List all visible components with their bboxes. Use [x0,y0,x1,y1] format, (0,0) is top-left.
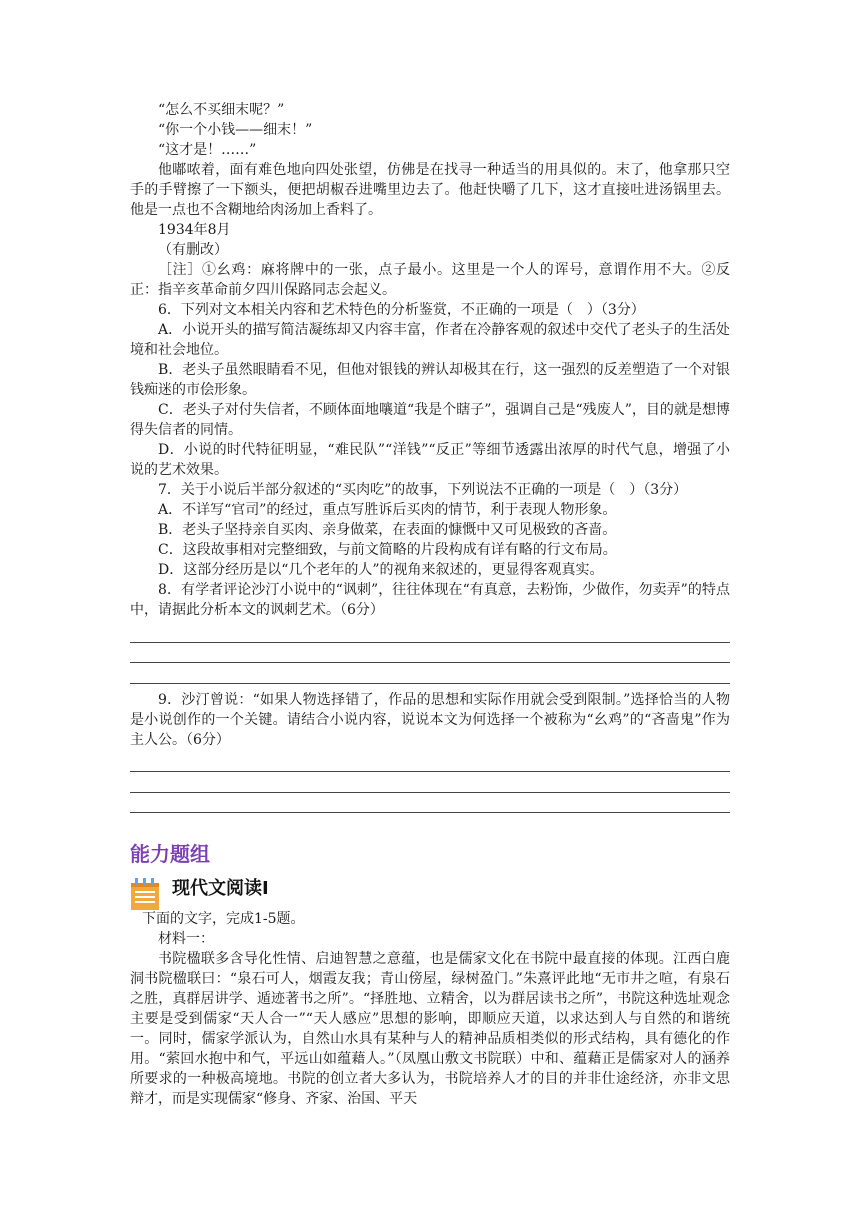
document-body [130,100,730,1109]
instruction: 下面的文字，完成1-5题。 [142,911,305,927]
answer-line[interactable] [130,663,730,684]
option-c: C．这段故事相对完整细致，与前文简略的片段构成有详有略的行文布局。 [158,542,617,558]
question-stem: 9．沙汀曾说：“如果人物选择错了，作品的思想和实际作用就会受到限制。”选择恰当的人物是小说创作的一个关键。请结合小说内容，说说本文为何选择一个被称为“幺鸡”的“吝啬鬼”作为主人公。（6分） [130,691,730,748]
date-line: 1934年8月 [158,222,231,238]
edit-note: （有删改） [158,242,228,258]
passage-tail [130,100,730,300]
question-6 [130,300,730,480]
option-b: B．老头子虽然眼睛看不见，但他对银钱的辨认却极其在行，这一强烈的反差塑造了一个对银钱痴迷的市侩形象。 [130,362,730,398]
answer-area[interactable] [130,622,730,684]
option-d: D．这部分经历是以“几个老年的人”的视角来叙述的，更显得客观真实。 [158,562,604,578]
book-icon [130,877,162,911]
question-9 [130,690,730,814]
section-heading: 能力题组 [130,842,210,866]
material-paragraph: 书院楹联多含导化性情、启迪智慧之意蕴，也是儒家文化在书院中最直接的体现。江西白鹿洞书院楹联曰：“泉石可人，烟霞友我；青山傍屋，绿树盈门。”朱熹评此地“无市井之喧，有泉石之胜，真群居讲学、遁迹著书之所”。“择胜地、立精舍，以为群居读书之所”，书院这种选址观念主要是受到儒家“天人合一”“天人感应”思想的影响，即顺应天道，以求达到人与自然的和谐统一。同时，儒家学派认为，自然山水具有某种与人的精神品质相类似的形式结构，具有德化的作用。“萦回水抱中和气，平远山如蕴藉人。”（凤凰山敷文书院联）中和、蕴藉正是儒家对人的涵养所要求的一种极高境地。书院的创立者大多认为，书院培养人才的目的并非仕途经济，亦非文思辩才，而是实现儒家“修身、齐家、治国、平天 [130,951,730,1107]
answer-line[interactable] [130,793,730,814]
answer-line[interactable] [130,752,730,773]
answer-area[interactable] [130,752,730,814]
narrative-paragraph: 他嘟哝着，面有难色地向四处张望，仿佛是在找寻一种适当的用具似的。末了，他拿那只空手的手臂擦了一下额头，便把胡椒吞进嘴里边去了。他赶快嚼了几下，这才直接吐进汤锅里去。他是一点也不含糊地给肉汤加上香料了。 [130,162,730,218]
footnote: ［注］①幺鸡：麻将牌中的一张，点子最小。这里是一个人的诨号，意谓作用不大。②反正：指辛亥革命前夕四川保路同志会起义。 [130,262,730,298]
question-stem: 7．关于小说后半部分叙述的“买肉吃”的故事，下列说法不正确的一项是（ ）（3分） [158,482,688,498]
answer-line[interactable] [130,772,730,793]
material-label: 材料一： [158,931,214,947]
question-stem: 6．下列对文本相关内容和艺术特色的分析鉴赏，不正确的一项是（ ）（3分） [158,302,645,318]
dialogue-line: “你一个小钱——细末！” [158,122,313,138]
subsection-header [130,875,730,909]
question-7 [130,480,730,580]
answer-line[interactable] [130,643,730,664]
dialogue-line: “这才是！……” [158,142,257,158]
option-c: C．老头子对付失信者，不顾体面地嚷道“我是个瞎子”，强调自己是“残废人”，目的就是想博得失信者的同情。 [130,402,730,438]
dialogue-line: “怎么不买细末呢？” [158,102,285,118]
option-b: B．老头子坚持亲自买肉、亲身做菜，在表面的慷慨中又可见极致的吝啬。 [158,522,617,538]
question-stem: 8．有学者评论沙汀小说中的“讽刺”，往往体现在“有真意，去粉饰，少做作，勿卖弄”的特点中，请据此分析本文的讽刺艺术。（6分） [130,582,730,618]
option-d: D．小说的时代特征明显，“难民队”“洋钱”“反正”等细节透露出浓厚的时代气息，增强了小说的艺术效果。 [130,442,730,478]
answer-line[interactable] [130,622,730,643]
option-a: A．不详写“官司”的经过，重点写胜诉后买肉的情节，利于表现人物形象。 [158,502,617,518]
question-8 [130,580,730,684]
option-a: A．小说开头的描写简洁凝练却又内容丰富，作者在冷静客观的叙述中交代了老头子的生活处境和社会地位。 [130,322,730,358]
subsection-title: 现代文阅读Ⅰ [172,878,269,899]
